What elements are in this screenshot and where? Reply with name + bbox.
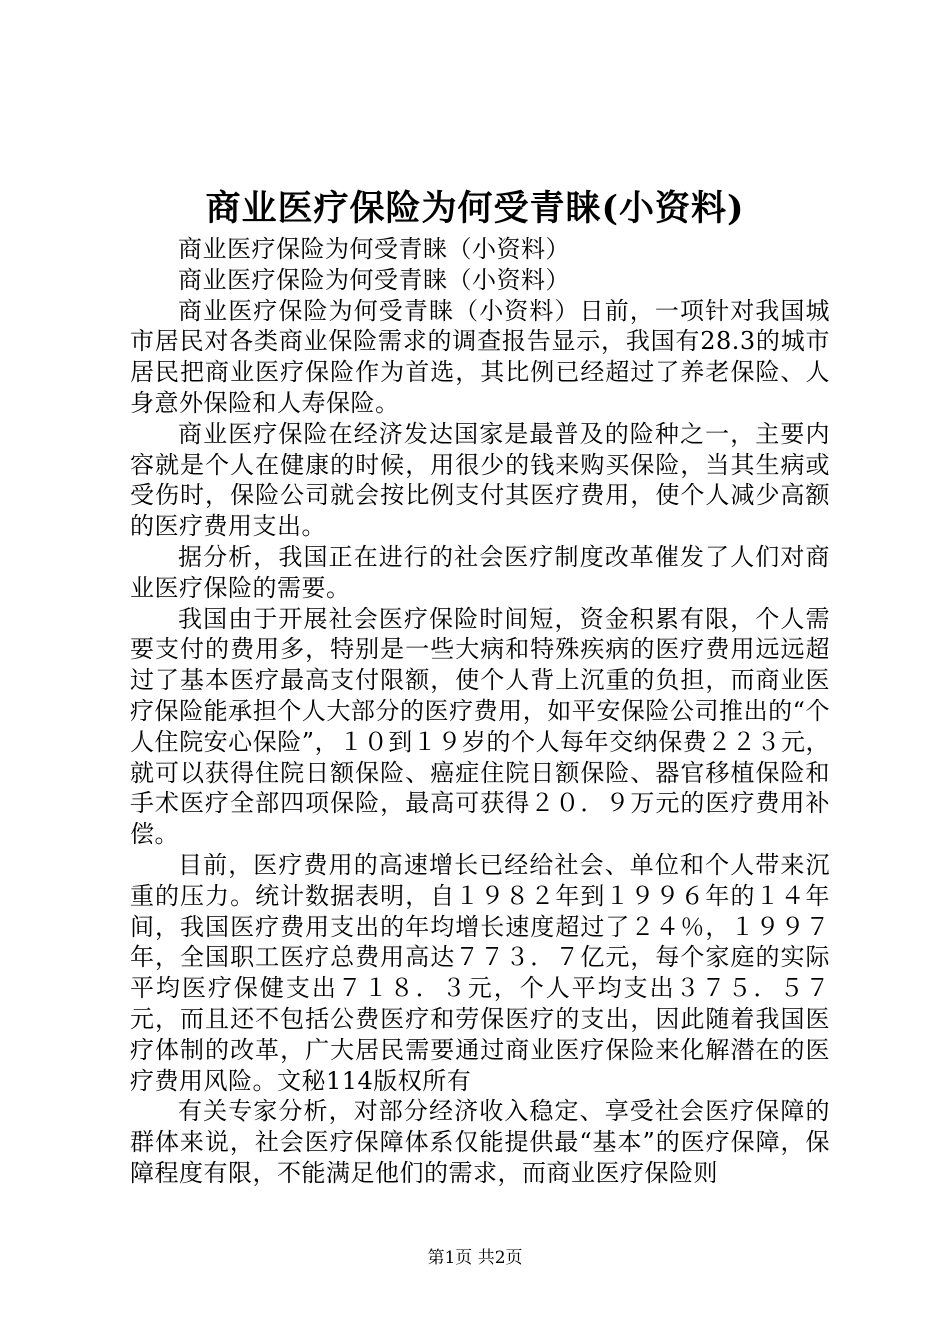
paragraph: 商业医疗保险在经济发达国家是最普及的险种之一，主要内容就是个人在健康的时候，用很少的钱来购买保险，当其生病或受伤时，保险公司就会按比例支付其医疗费用，使个人减少高额的医疗费用支出。 [130, 419, 830, 541]
paragraph: 我国由于开展社会医疗保险时间短，资金积累有限，个人需要支付的费用多，特别是一些大病和特殊疾病的医疗费用远远超过了基本医疗最高支付限额，使个人背上沉重的负担，而商业医疗保险能承担个人大部分的医疗费用，如平安保险公司推出的“个人住院安心保险”，１０到１９岁的个人每年交纳保费２２３元，就可以获得住院日额保险、癌症住院日额保险、器官移植保险和手术医疗全部四项保险，最高可获得２０．９万元的医疗费用补偿。 [130, 604, 830, 849]
paragraph: 商业医疗保险为何受青睐（小资料） [178, 265, 570, 294]
paragraph: 据分析，我国正在进行的社会医疗制度改革催发了人们对商业医疗保险的需要。 [130, 542, 830, 602]
paragraph: 商业医疗保险为何受青睐（小资料）日前，一项针对我国城市居民对各类商业保险需求的调查报告显示，我国有28.3的城市居民把商业医疗保险作为首选，其比例已经超过了养老保险、人身意外保险和人寿保险。 [130, 296, 830, 417]
page-number-footer: 第1页 共2页 [427, 1248, 523, 1268]
document-title: 商业医疗保险为何受青睐(小资料) [205, 188, 745, 229]
document-body [130, 234, 830, 1189]
paragraph: 商业医疗保险为何受青睐（小资料） [178, 235, 570, 263]
paragraph: 有关专家分析，对部分经济收入稳定、享受社会医疗保障的群体来说，社会医疗保障体系仅能提供最“基本”的医疗保障，保障程度有限，不能满足他们的需求，而商业医疗保险则 [130, 1097, 830, 1187]
paragraph: 目前，医疗费用的高速增长已经给社会、单位和个人带来沉重的压力。统计数据表明，自１９８２年到１９９６年的１４年间，我国医疗费用支出的年均增长速度超过了２４％，１９９７年，全国职工医疗总费用高达７７３．７亿元，每个家庭的实际平均医疗保健支出７１８．３元，个人平均支出３７５．５７元，而且还不包括公费医疗和劳保医疗的支出，因此随着我国医疗体制的改革，广大居民需要通过商业医疗保险来化解潜在的医疗费用风险。文秘114版权所有 [130, 850, 830, 1095]
